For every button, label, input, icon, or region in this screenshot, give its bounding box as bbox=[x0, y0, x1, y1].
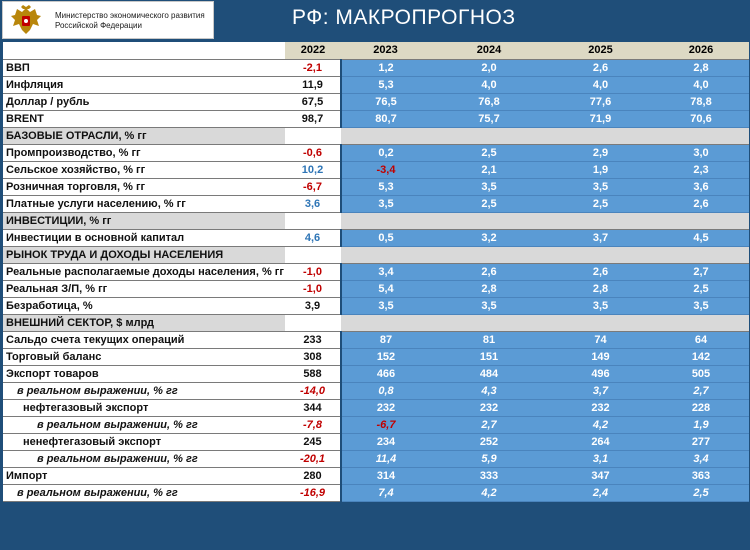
cell-2023: 5,3 bbox=[341, 76, 430, 93]
cell-2023: 0,8 bbox=[341, 382, 430, 399]
table-row bbox=[3, 297, 749, 314]
table-row bbox=[3, 195, 749, 212]
cell-2022: 3,6 bbox=[285, 195, 341, 212]
cell-2024: 2,6 bbox=[430, 263, 548, 280]
cell-2024: 2,5 bbox=[430, 195, 548, 212]
table-row bbox=[3, 59, 749, 76]
cell-2026: 142 bbox=[653, 348, 749, 365]
cell-2023: 0,2 bbox=[341, 144, 430, 161]
row-label: в реальном выражении, % гг bbox=[3, 416, 285, 433]
row-label: Сельское хозяйство, % гг bbox=[3, 161, 285, 178]
cell-2025: 3,7 bbox=[548, 382, 653, 399]
year-header-row bbox=[3, 42, 749, 59]
cell-2026: 3,6 bbox=[653, 178, 749, 195]
cell-2022: 280 bbox=[285, 467, 341, 484]
cell-2022: -1,0 bbox=[285, 280, 341, 297]
table-row bbox=[3, 433, 749, 450]
cell-2024: 484 bbox=[430, 365, 548, 382]
cell-2022: 233 bbox=[285, 331, 341, 348]
row-label: Безработица, % bbox=[3, 297, 285, 314]
section-header-row bbox=[3, 127, 749, 144]
table-row bbox=[3, 450, 749, 467]
cell-2024: 232 bbox=[430, 399, 548, 416]
cell-2022: 3,9 bbox=[285, 297, 341, 314]
section-title: БАЗОВЫЕ ОТРАСЛИ, % гг bbox=[3, 127, 285, 144]
cell-2022: -14,0 bbox=[285, 382, 341, 399]
cell-2022: -0,6 bbox=[285, 144, 341, 161]
cell-2024: 81 bbox=[430, 331, 548, 348]
row-label: Реальная З/П, % гг bbox=[3, 280, 285, 297]
cell-2025: 71,9 bbox=[548, 110, 653, 127]
cell-2024: 4,0 bbox=[430, 76, 548, 93]
cell-2023: 5,3 bbox=[341, 178, 430, 195]
cell-2022: 344 bbox=[285, 399, 341, 416]
cell-2023: 232 bbox=[341, 399, 430, 416]
ministry-line-1: Министерство экономического развития bbox=[55, 11, 205, 20]
page-title: РФ: МАКРОПРОГНОЗ bbox=[292, 6, 516, 29]
row-label: Платные услуги населению, % гг bbox=[3, 195, 285, 212]
year-header: 2026 bbox=[653, 42, 749, 59]
header-bar bbox=[0, 0, 750, 42]
cell-2025: 4,0 bbox=[548, 76, 653, 93]
cell-2024: 3,5 bbox=[430, 178, 548, 195]
cell-2023: 234 bbox=[341, 433, 430, 450]
cell-2024: 252 bbox=[430, 433, 548, 450]
cell-2022: -7,8 bbox=[285, 416, 341, 433]
table-row bbox=[3, 178, 749, 195]
cell-2023: 87 bbox=[341, 331, 430, 348]
cell-2025: 149 bbox=[548, 348, 653, 365]
ministry-line-2: Российской Федерации bbox=[55, 21, 142, 30]
cell-2024: 333 bbox=[430, 467, 548, 484]
cell-2025: 3,7 bbox=[548, 229, 653, 246]
cell-2022: 245 bbox=[285, 433, 341, 450]
year-header: 2024 bbox=[430, 42, 548, 59]
cell-2024: 2,0 bbox=[430, 59, 548, 76]
cell-2026: 277 bbox=[653, 433, 749, 450]
cell-2024: 3,5 bbox=[430, 297, 548, 314]
cell-2023: 152 bbox=[341, 348, 430, 365]
row-label: в реальном выражении, % гг bbox=[3, 382, 285, 399]
cell-2023: 80,7 bbox=[341, 110, 430, 127]
cell-2024: 2,5 bbox=[430, 144, 548, 161]
cell-2026: 78,8 bbox=[653, 93, 749, 110]
cell-2023: 7,4 bbox=[341, 484, 430, 501]
cell-2023: 76,5 bbox=[341, 93, 430, 110]
table-row bbox=[3, 229, 749, 246]
cell-2026: 3,0 bbox=[653, 144, 749, 161]
cell-2026: 4,0 bbox=[653, 76, 749, 93]
section-header-row bbox=[3, 212, 749, 229]
cell-2022: 588 bbox=[285, 365, 341, 382]
row-label: Торговый баланс bbox=[3, 348, 285, 365]
cell-2026: 3,5 bbox=[653, 297, 749, 314]
table-row bbox=[3, 144, 749, 161]
section-title: ВНЕШНИЙ СЕКТОР, $ млрд bbox=[3, 314, 285, 331]
cell-2024: 2,7 bbox=[430, 416, 548, 433]
row-label: ВВП bbox=[3, 59, 285, 76]
table-row bbox=[3, 263, 749, 280]
table-row bbox=[3, 331, 749, 348]
cell-2024: 3,2 bbox=[430, 229, 548, 246]
cell-2022: 10,2 bbox=[285, 161, 341, 178]
cell-2026: 2,5 bbox=[653, 484, 749, 501]
cell-2024: 2,8 bbox=[430, 280, 548, 297]
cell-2025: 2,9 bbox=[548, 144, 653, 161]
cell-2025: 2,6 bbox=[548, 59, 653, 76]
cell-2023: 3,5 bbox=[341, 195, 430, 212]
table-row bbox=[3, 365, 749, 382]
cell-2026: 64 bbox=[653, 331, 749, 348]
cell-2025: 3,1 bbox=[548, 450, 653, 467]
row-label: Инвестиции в основной капитал bbox=[3, 229, 285, 246]
section-spacer bbox=[285, 127, 341, 144]
cell-2026: 228 bbox=[653, 399, 749, 416]
cell-2022: -2,1 bbox=[285, 59, 341, 76]
section-spacer bbox=[341, 246, 749, 263]
cell-2026: 2,5 bbox=[653, 280, 749, 297]
cell-2025: 74 bbox=[548, 331, 653, 348]
row-label: Импорт bbox=[3, 467, 285, 484]
cell-2024: 2,1 bbox=[430, 161, 548, 178]
cell-2023: 314 bbox=[341, 467, 430, 484]
table-row bbox=[3, 467, 749, 484]
cell-2023: 3,5 bbox=[341, 297, 430, 314]
cell-2025: 2,6 bbox=[548, 263, 653, 280]
cell-2025: 232 bbox=[548, 399, 653, 416]
cell-2025: 1,9 bbox=[548, 161, 653, 178]
section-spacer bbox=[285, 246, 341, 263]
cell-2025: 3,5 bbox=[548, 178, 653, 195]
table-row bbox=[3, 348, 749, 365]
row-label: BRENT bbox=[3, 110, 285, 127]
header-blank bbox=[3, 42, 285, 59]
cell-2025: 77,6 bbox=[548, 93, 653, 110]
year-header: 2023 bbox=[341, 42, 430, 59]
year-header: 2025 bbox=[548, 42, 653, 59]
cell-2022: 67,5 bbox=[285, 93, 341, 110]
cell-2026: 3,4 bbox=[653, 450, 749, 467]
cell-2026: 70,6 bbox=[653, 110, 749, 127]
section-title: РЫНОК ТРУДА И ДОХОДЫ НАСЕЛЕНИЯ bbox=[3, 246, 285, 263]
section-spacer bbox=[341, 212, 749, 229]
table-row bbox=[3, 280, 749, 297]
cell-2024: 151 bbox=[430, 348, 548, 365]
cell-2023: 466 bbox=[341, 365, 430, 382]
cell-2025: 347 bbox=[548, 467, 653, 484]
cell-2022: -6,7 bbox=[285, 178, 341, 195]
cell-2023: 3,4 bbox=[341, 263, 430, 280]
cell-2025: 2,4 bbox=[548, 484, 653, 501]
table-row bbox=[3, 93, 749, 110]
row-label: Инфляция bbox=[3, 76, 285, 93]
ministry-logo bbox=[2, 1, 214, 39]
cell-2022: 4,6 bbox=[285, 229, 341, 246]
cell-2026: 4,5 bbox=[653, 229, 749, 246]
forecast-table bbox=[3, 42, 749, 502]
cell-2023: 11,4 bbox=[341, 450, 430, 467]
cell-2026: 363 bbox=[653, 467, 749, 484]
table-row bbox=[3, 416, 749, 433]
cell-2024: 75,7 bbox=[430, 110, 548, 127]
year-header: 2022 bbox=[285, 42, 341, 59]
cell-2024: 5,9 bbox=[430, 450, 548, 467]
cell-2025: 2,8 bbox=[548, 280, 653, 297]
cell-2022: -1,0 bbox=[285, 263, 341, 280]
cell-2026: 2,7 bbox=[653, 382, 749, 399]
section-spacer bbox=[285, 212, 341, 229]
cell-2025: 264 bbox=[548, 433, 653, 450]
row-label: нефтегазовый экспорт bbox=[3, 399, 285, 416]
section-spacer bbox=[341, 314, 749, 331]
table-row bbox=[3, 161, 749, 178]
row-label: Розничная торговля, % гг bbox=[3, 178, 285, 195]
cell-2022: -20,1 bbox=[285, 450, 341, 467]
double-headed-eagle-emblem-icon bbox=[9, 4, 43, 37]
row-label: Доллар / рубль bbox=[3, 93, 285, 110]
cell-2023: -3,4 bbox=[341, 161, 430, 178]
cell-2026: 2,6 bbox=[653, 195, 749, 212]
cell-2026: 505 bbox=[653, 365, 749, 382]
section-spacer bbox=[285, 314, 341, 331]
cell-2023: 0,5 bbox=[341, 229, 430, 246]
row-label: в реальном выражении, % гг bbox=[3, 484, 285, 501]
section-title: ИНВЕСТИЦИИ, % гг bbox=[3, 212, 285, 229]
cell-2022: 308 bbox=[285, 348, 341, 365]
row-label: Реальные располагаемые доходы населения, % гг bbox=[3, 263, 285, 280]
table-row bbox=[3, 399, 749, 416]
cell-2023: 1,2 bbox=[341, 59, 430, 76]
section-header-row bbox=[3, 246, 749, 263]
table-row bbox=[3, 110, 749, 127]
cell-2023: 5,4 bbox=[341, 280, 430, 297]
cell-2026: 1,9 bbox=[653, 416, 749, 433]
cell-2022: 11,9 bbox=[285, 76, 341, 93]
cell-2025: 2,5 bbox=[548, 195, 653, 212]
cell-2024: 4,2 bbox=[430, 484, 548, 501]
row-label: Сальдо счета текущих операций bbox=[3, 331, 285, 348]
cell-2022: -16,9 bbox=[285, 484, 341, 501]
row-label: Экспорт товаров bbox=[3, 365, 285, 382]
table-row bbox=[3, 382, 749, 399]
cell-2025: 4,2 bbox=[548, 416, 653, 433]
ministry-name bbox=[55, 11, 205, 31]
table-row bbox=[3, 484, 749, 501]
row-label: в реальном выражении, % гг bbox=[3, 450, 285, 467]
cell-2025: 496 bbox=[548, 365, 653, 382]
cell-2025: 3,5 bbox=[548, 297, 653, 314]
cell-2026: 2,8 bbox=[653, 59, 749, 76]
cell-2023: -6,7 bbox=[341, 416, 430, 433]
cell-2022: 98,7 bbox=[285, 110, 341, 127]
section-spacer bbox=[341, 127, 749, 144]
section-header-row bbox=[3, 314, 749, 331]
row-label: Промпроизводство, % гг bbox=[3, 144, 285, 161]
cell-2026: 2,7 bbox=[653, 263, 749, 280]
cell-2024: 76,8 bbox=[430, 93, 548, 110]
cell-2026: 2,3 bbox=[653, 161, 749, 178]
cell-2024: 4,3 bbox=[430, 382, 548, 399]
row-label: ненефтегазовый экспорт bbox=[3, 433, 285, 450]
table-row bbox=[3, 76, 749, 93]
